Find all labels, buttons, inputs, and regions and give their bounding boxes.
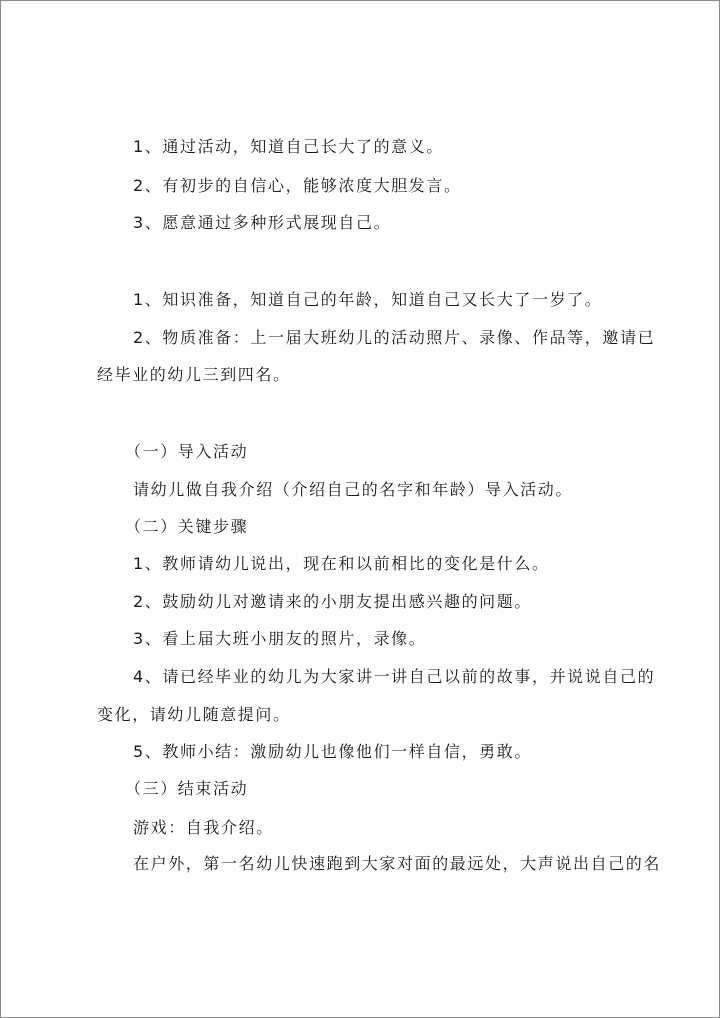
process-line: 3、看上届大班小朋友的照片，录像。 — [133, 629, 427, 648]
process-line: 5、教师小结：激励幼儿也像他们一样自信，勇敢。 — [133, 742, 532, 761]
process-line: 4、请已经毕业的幼儿为大家讲一讲自己以前的故事，并说说自己的 — [133, 667, 656, 686]
goal-line-1: 1、通过活动，知道自己长大了的意义。 — [133, 137, 444, 156]
section-heading-key-steps: （二）关键步骤 — [125, 517, 249, 536]
goal-line-3: 3、愿意通过多种形式展现自己。 — [133, 213, 392, 232]
process-line: 1、教师请幼儿说出，现在和以前相比的变化是什么。 — [133, 554, 550, 573]
prep-line-2: 2、物质准备：上一届大班幼儿的活动照片、录像、作品等，邀请已 — [133, 328, 656, 347]
goal-line-2: 2、有初步的自信心，能够浓度大胆发言。 — [133, 176, 462, 195]
process-line: 游戏：自我介绍。 — [133, 818, 274, 837]
prep-line-1: 1、知识准备，知道自己的年龄，知道自己又长大了一岁了。 — [133, 290, 603, 309]
process-line: 2、鼓励幼儿对邀请来的小朋友提出感兴趣的问题。 — [133, 592, 532, 611]
process-line: 变化，请幼儿随意提问。 — [97, 705, 291, 724]
section-heading-ending: （三）结束活动 — [125, 779, 249, 798]
prep-line-3: 经毕业的幼儿三到四名。 — [97, 365, 291, 384]
section-heading-intro: （一）导入活动 — [125, 442, 249, 461]
process-line: 在户外，第一名幼儿快速跑到大家对面的最远处，大声说出自己的名 — [133, 854, 662, 873]
process-line: 请幼儿做自我介绍（介绍自己的名字和年龄）导入活动。 — [133, 480, 574, 499]
